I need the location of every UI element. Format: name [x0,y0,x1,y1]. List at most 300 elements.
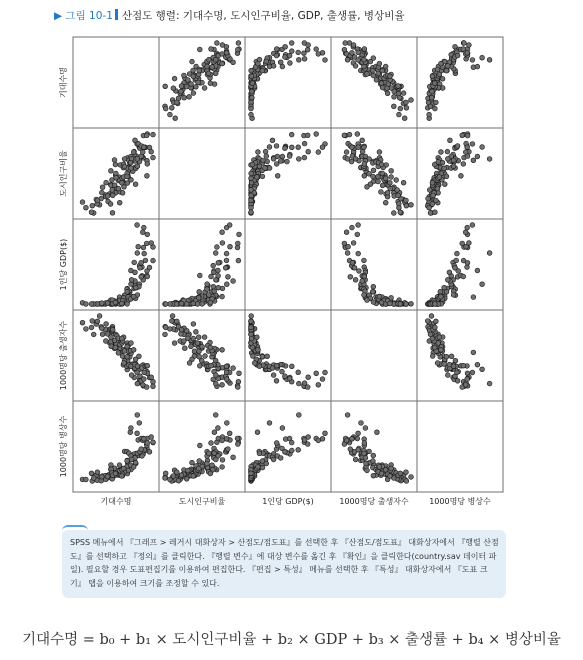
scatter-point [352,265,357,270]
scatter-point [267,166,272,171]
scatter-point [220,347,225,352]
scatter-point [451,364,456,369]
scatter-point [250,81,255,86]
scatter-point [231,60,236,65]
scatter-point [271,64,276,69]
scatter-point [145,274,150,279]
scatter-point [197,273,202,278]
scatter-point [430,336,435,341]
scatter-point [168,477,173,482]
scatter-point [256,61,261,66]
scatter-point [207,451,212,456]
scatter-point [203,354,208,359]
scatter-point [391,211,396,216]
scatter-point [122,349,127,354]
scatter-point [224,436,229,441]
scatter-point [360,138,365,143]
scatter-point [302,56,307,61]
scatter-point [140,230,145,235]
scatter-point [129,341,134,346]
scatter-point [320,377,325,382]
scatter-point [140,150,145,155]
scatter-point [151,379,156,384]
scatter-point [179,301,184,306]
scatter-point [213,373,218,378]
scatter-point [433,302,438,307]
scatter-point [236,41,241,46]
scatter-point [302,155,307,160]
scatter-point [433,210,438,215]
scatter-point [362,145,367,150]
scatter-point [351,43,356,48]
scatter-point [287,436,292,441]
scatter-point [435,361,440,366]
scatter-point [270,138,275,143]
scatter-point [296,57,301,62]
scatter-point [344,438,349,443]
scatter-point [129,277,134,282]
scatter-point [113,162,118,167]
scatter-point [187,361,192,366]
scatter-point [362,57,367,62]
scatter-point [362,47,367,52]
scatter-point [396,84,401,89]
scatter-point [471,350,476,355]
scatter-point [379,190,384,195]
scatter-point [122,361,127,366]
scatter-point [249,106,254,111]
scatter-point [271,457,276,462]
scatter-point [84,327,89,332]
scatter-point [280,154,285,159]
scatter-point [305,442,310,447]
scatter-point [212,451,217,456]
scatter-point [350,50,355,55]
scatter-point [197,443,202,448]
scatter-point [305,47,310,52]
scatter-point [209,47,214,52]
scatter-point [220,294,225,299]
scatter-point [249,198,254,203]
scatter-point [220,43,225,48]
scatter-point [226,447,231,452]
scatter-point [263,166,268,171]
scatter-point [125,354,130,359]
scatter-point [220,438,225,443]
scatter-point [135,431,140,436]
scatter-point [213,457,218,462]
matrix-cells [73,37,503,492]
scatter-point [379,300,384,305]
scatter-point [174,319,179,324]
scatter-point [224,364,229,369]
scatter-point [305,133,310,138]
scatter-point [172,76,177,81]
scatter-point [471,158,476,163]
scatter-point [464,244,469,249]
scatter-point [316,150,321,155]
scatter-point [109,168,114,173]
scatter-point [149,241,154,246]
scatter-point [100,332,105,337]
scatter-point [104,180,109,185]
scatter-point [149,375,154,380]
scatter-point [427,205,432,210]
scatter-point [348,447,353,452]
scatter-point [275,173,280,178]
scatter-point [445,149,450,154]
scatter-point [250,162,255,167]
scatter-point [117,200,122,205]
scatter-point [231,455,236,460]
scatter-point [172,341,177,346]
scatter-point [260,68,265,73]
scatter-point [455,53,460,58]
scatter-point [196,295,201,300]
scatter-point [179,327,184,332]
scatter-point [428,211,433,216]
scatter-point [131,347,136,352]
scatter-point [296,370,301,375]
scatter-point [360,279,365,284]
scatter-point [249,171,254,176]
scatter-point [237,371,242,376]
scatter-point [249,210,254,215]
scatter-point [385,91,390,96]
scatter-point [470,370,475,375]
scatter-point [289,448,294,453]
scatter-point [383,200,388,205]
scatter-point [163,332,168,337]
scatter-point [383,64,388,69]
scatter-point [138,265,143,270]
scatter-point [108,202,113,207]
scatter-point [296,50,301,55]
scatter-point [220,465,225,470]
scatter-point [95,198,100,203]
scatter-point [371,168,376,173]
scatter-point [465,377,470,382]
scatter-point [235,385,240,390]
scatter-point [379,471,384,476]
scatter-point [192,349,197,354]
scatter-point [205,287,210,292]
scatter-point [249,180,254,185]
scatter-point [394,178,399,183]
scatter-point [133,138,138,143]
scatter-point [211,270,216,275]
scatter-point [442,166,447,171]
scatter-point [389,175,394,180]
scatter-point [202,86,207,91]
scatter-point [128,160,133,165]
scatter-point [256,347,261,352]
scatter-point [205,282,210,287]
scatter-point [434,100,439,105]
scatter-point [316,382,321,387]
scatter-point [274,162,279,167]
scatter-point [220,52,225,57]
scatter-point [314,132,319,137]
scatter-point [163,476,168,481]
scatter-point [149,435,154,440]
scatter-point [376,179,381,184]
scatter-point [463,150,468,155]
scatter-point [455,378,460,383]
scatter-point [463,382,468,387]
scatter-point [383,176,388,181]
scatter-point [119,336,124,341]
scatter-point [235,47,240,52]
scatter-point [278,456,283,461]
scatter-point [110,188,115,193]
scatter-point [95,319,100,324]
scatter-point [142,370,147,375]
scatter-point [256,465,261,470]
scatter-point [189,82,194,87]
scatter-point [280,64,285,69]
scatter-point [136,244,141,249]
scatter-point [182,346,187,351]
scatter-point [135,164,140,169]
scatter-point [289,49,294,54]
scatter-point [122,164,127,169]
scatter-point [287,154,292,159]
scatter-point [206,71,211,76]
scatter-point [445,373,450,378]
scatter-point [182,95,187,100]
scatter-point [353,156,358,161]
scatter-point [353,277,358,282]
scatter-point [105,194,110,199]
scatter-point [135,381,140,386]
scatter-point [487,251,492,256]
scatter-point [131,465,136,470]
scatter-point [186,78,191,83]
scatter-point [364,461,369,466]
scatter-point [475,362,480,367]
scatter-point [91,476,96,481]
scatter-point [249,176,254,181]
scatter-point [289,132,294,137]
scatter-point [314,371,319,376]
scatter-point [323,370,328,375]
scatter-point [249,193,254,198]
matrix-cell-birth-vs-urban [159,310,245,401]
scatter-point [200,344,205,349]
scatter-point [278,60,283,65]
scatter-point [392,89,397,94]
matrix-cell-beds-vs-beds [417,401,503,492]
scatter-point [428,104,433,109]
scatter-point [104,322,109,327]
scatter-point [475,268,480,273]
scatter-point [133,357,138,362]
scatter-point [195,341,200,346]
scatter-point [135,223,140,228]
scatter-point [377,61,382,66]
matrix-cell-gdp-vs-gdp [245,219,331,310]
scatter-point [365,468,370,473]
scatter-point [215,245,220,250]
scatter-point [213,277,218,282]
column-label-life: 기대수명 [100,497,132,506]
scatter-point [133,182,138,187]
scatter-point [216,426,221,431]
scatter-point [362,173,367,178]
scatter-point [147,265,152,270]
scatter-point [397,112,402,117]
scatter-point [371,473,376,478]
scatter-point [205,461,210,466]
scatter-point [353,457,358,462]
scatter-point [213,57,218,62]
scatter-point [377,465,382,470]
scatter-point [184,302,189,307]
scatter-point [224,50,229,55]
scatter-point [184,84,189,89]
scatter-point [216,285,221,290]
scatter-point [377,150,382,155]
scatter-point [131,150,136,155]
scatter-point [314,47,319,52]
scatter-point [249,325,254,330]
scatter-point [432,345,437,350]
scatter-point [209,441,214,446]
scatter-point [135,364,140,369]
scatter-point [145,173,150,178]
scatter-point [263,149,268,154]
scatter-point [375,430,380,435]
scatter-point [289,364,294,369]
scatter-point [235,436,240,441]
scatter-point [113,300,118,305]
scatter-point [186,468,191,473]
scatter-point [362,441,367,446]
scatter-point [320,436,325,441]
scatter-point [274,378,279,383]
scatter-point [249,319,254,324]
scatter-point [429,314,434,319]
scatter-point [255,430,260,435]
scatter-point [396,193,401,198]
scatter-point [135,157,140,162]
scatter-point [425,319,430,324]
scatter-point [345,251,350,256]
scatter-point [389,168,394,173]
scatter-point [197,363,202,368]
scatter-point [487,57,492,62]
scatter-point [179,89,184,94]
scatter-point [271,156,276,161]
scatter-point [163,84,168,89]
scatter-point [224,421,229,426]
scatter-point [119,474,124,479]
scatter-point [182,339,187,344]
scatter-point [388,180,393,185]
scatter-point [296,381,301,386]
scatter-point [383,467,388,472]
scatter-point [379,162,384,167]
scatter-point [135,413,140,418]
scatter-point [320,50,325,55]
scatter-point [368,59,373,64]
scatter-point [215,41,220,46]
scatter-point [174,100,179,105]
scatter-point [121,466,126,471]
scatter-point [289,145,294,150]
scatter-point [249,205,254,210]
scatter-point [460,133,465,138]
scatter-point [398,471,403,476]
scatter-point [350,436,355,441]
scatter-point [194,84,199,89]
scatter-point [196,335,201,340]
row-label-urban: 도시인구비율 [59,150,68,197]
scatter-point [168,112,173,117]
scatter-point [283,55,288,60]
column-labels [101,496,492,506]
scatter-point [439,347,444,352]
column-label-beds: 1000명당 병상수 [429,497,491,506]
scatter-point [398,106,403,111]
scatter-point [470,142,475,147]
scatter-point [142,251,147,256]
matrix-cell-urban-vs-urban [159,128,245,219]
scatter-point [231,366,236,371]
scatter-point [460,241,465,246]
scatter-point [249,471,254,476]
scatter-point [89,325,94,330]
scatter-point [267,421,272,426]
scatter-point [440,76,445,81]
scatter-point [356,251,361,256]
scatter-point [306,149,311,154]
scatter-point [274,47,279,52]
scatter-point [480,282,485,287]
scatter-point [213,381,218,386]
scatter-point [249,112,254,117]
scatter-point [212,430,217,435]
scatter-point [89,210,94,215]
scatter-point [435,186,440,191]
scatter-point [404,100,409,105]
scatter-point [429,95,434,100]
scatter-point [120,190,125,195]
scatter-point [125,289,130,294]
scatter-point [139,260,144,265]
scatter-point [462,41,467,46]
scatter-point [254,175,259,180]
scatter-point [117,463,122,468]
scatter-point [445,64,450,69]
scatter-point [465,133,470,138]
scatter-point [455,370,460,375]
scatter-point [359,421,364,426]
scatter-point [447,270,452,275]
scatter-point [220,61,225,66]
scatter-point [461,363,466,368]
matrix-cell-life-vs-life [73,37,159,128]
scatter-point [97,314,102,319]
scatter-point [80,200,85,205]
scatter-point [380,183,385,188]
scatter-point [208,81,213,86]
scatter-point [433,106,438,111]
scatter-point [344,150,349,155]
scatter-point [84,205,89,210]
scatter-point [353,64,358,69]
